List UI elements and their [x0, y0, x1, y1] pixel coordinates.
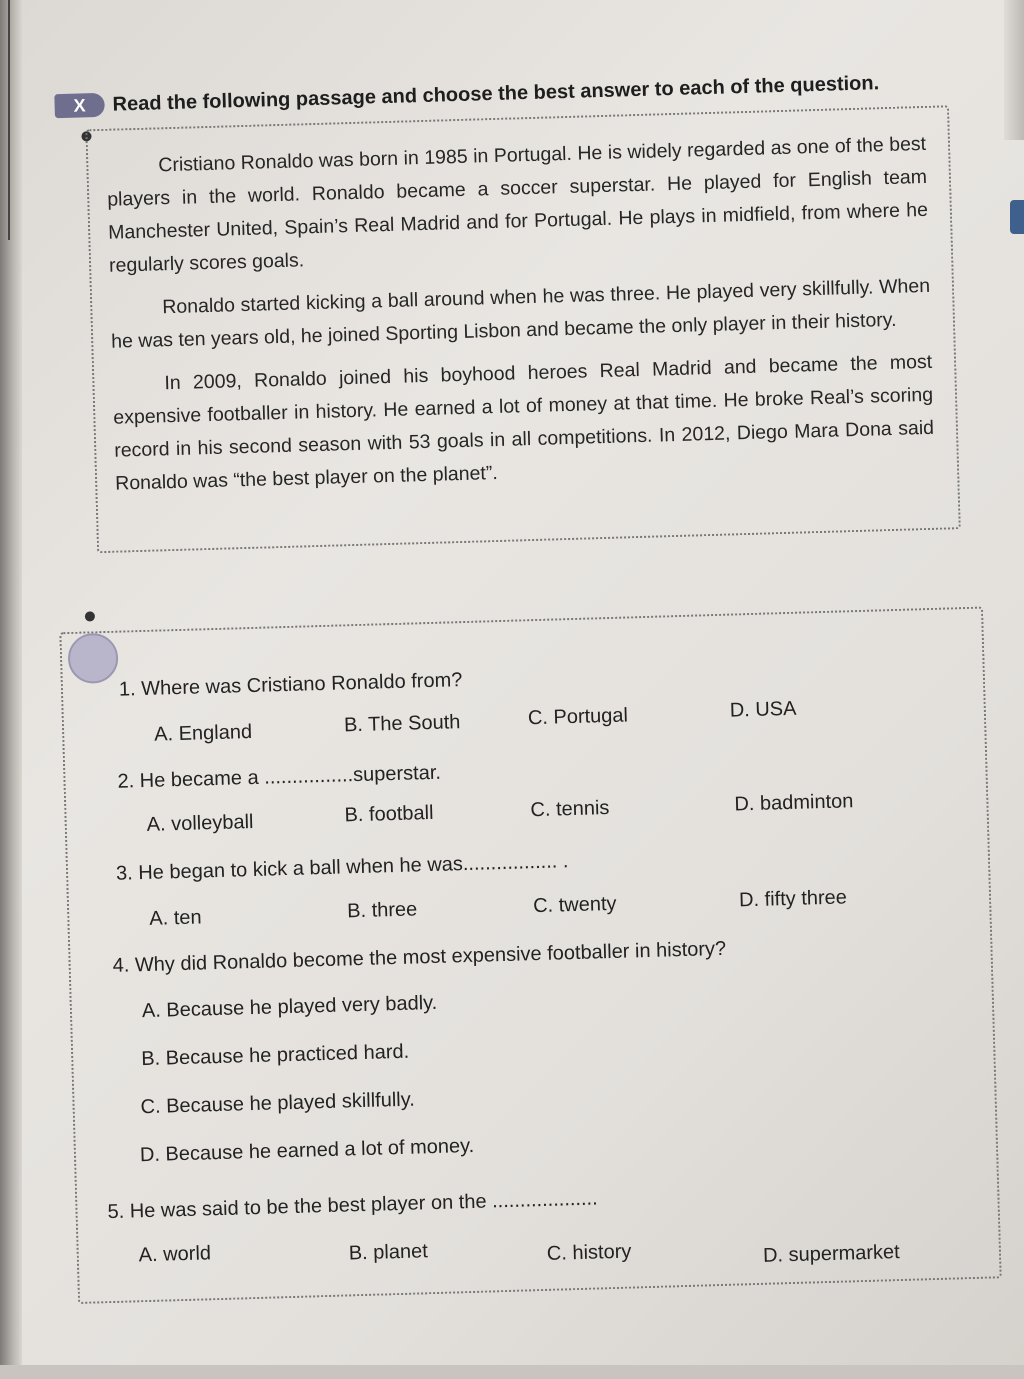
passage-paragraph-3: In 2009, Ronaldo joined his boyhood heroes Real Madrid and became the most expensive footballer in history. He earned a lot of money at that time. He broke Real’s scoring record in his second season with 53 goals in all competitions. In 2012, Diego Mara Dona said Ronaldo was “the best player on the planet”. — [113, 350, 935, 495]
q4-option-c[interactable]: C. Because he played skillfully. — [140, 1088, 416, 1119]
question-2: 2. He became a ................superstar. — [117, 761, 442, 793]
reading-passage — [106, 128, 936, 511]
q1-option-c[interactable]: C. Portugal — [527, 704, 629, 730]
q1-option-b[interactable]: B. The South — [343, 711, 461, 737]
q1-option-a[interactable]: A. England — [153, 720, 253, 746]
q1-option-d[interactable]: D. USA — [729, 697, 797, 722]
q5-option-b[interactable]: B. planet — [348, 1240, 429, 1265]
q3-option-d[interactable]: D. fifty three — [738, 886, 848, 912]
passage-paragraph-2: Ronaldo started kicking a ball around when he was three. He played very skillfully. When he was ten years old, he joined Sporting Lisbon and became the only player in their history. — [110, 274, 931, 353]
q3-option-a[interactable]: A. ten — [149, 906, 202, 930]
question-5: 5. He was said to be the best player on the ................... — [107, 1187, 598, 1224]
q2-option-a[interactable]: A. volleyball — [146, 810, 254, 836]
question-1: 1. Where was Cristiano Ronaldo from? — [118, 669, 463, 701]
section-instruction: Read the following passage and choose the best answer to each of the question. — [112, 71, 880, 116]
q2-option-d[interactable]: D. badminton — [734, 790, 854, 816]
question-4: 4. Why did Ronaldo become the most expensive footballer in history? — [112, 937, 727, 977]
passage-paragraph-1: Cristiano Ronaldo was born in 1985 in Portugal. He is widely regarded as one of the best players in the world. Ronaldo became a soccer superstar. He played for English team Manchester United, Spain’s Real Madrid and for Portugal. He plays in midfield, from where he regularly scores goals. — [106, 132, 929, 277]
q2-option-b[interactable]: B. football — [344, 801, 434, 827]
q3-option-b[interactable]: B. three — [346, 898, 418, 923]
q4-option-a[interactable]: A. Because he played very badly. — [141, 991, 438, 1023]
q2-option-c[interactable]: C. tennis — [530, 797, 610, 822]
bullet-dot — [85, 611, 95, 621]
q4-option-d[interactable]: D. Because he earned a lot of money. — [139, 1134, 475, 1167]
section-badge: X — [54, 93, 105, 118]
q5-option-d[interactable]: D. supermarket — [762, 1241, 900, 1267]
question-3: 3. He began to kick a ball when he was................. . — [115, 850, 569, 885]
q4-option-b[interactable]: B. Because he practiced hard. — [140, 1040, 410, 1071]
q5-option-a[interactable]: A. world — [138, 1242, 212, 1267]
q5-option-c[interactable]: C. history — [546, 1240, 632, 1265]
q3-option-c[interactable]: C. twenty — [532, 892, 617, 918]
